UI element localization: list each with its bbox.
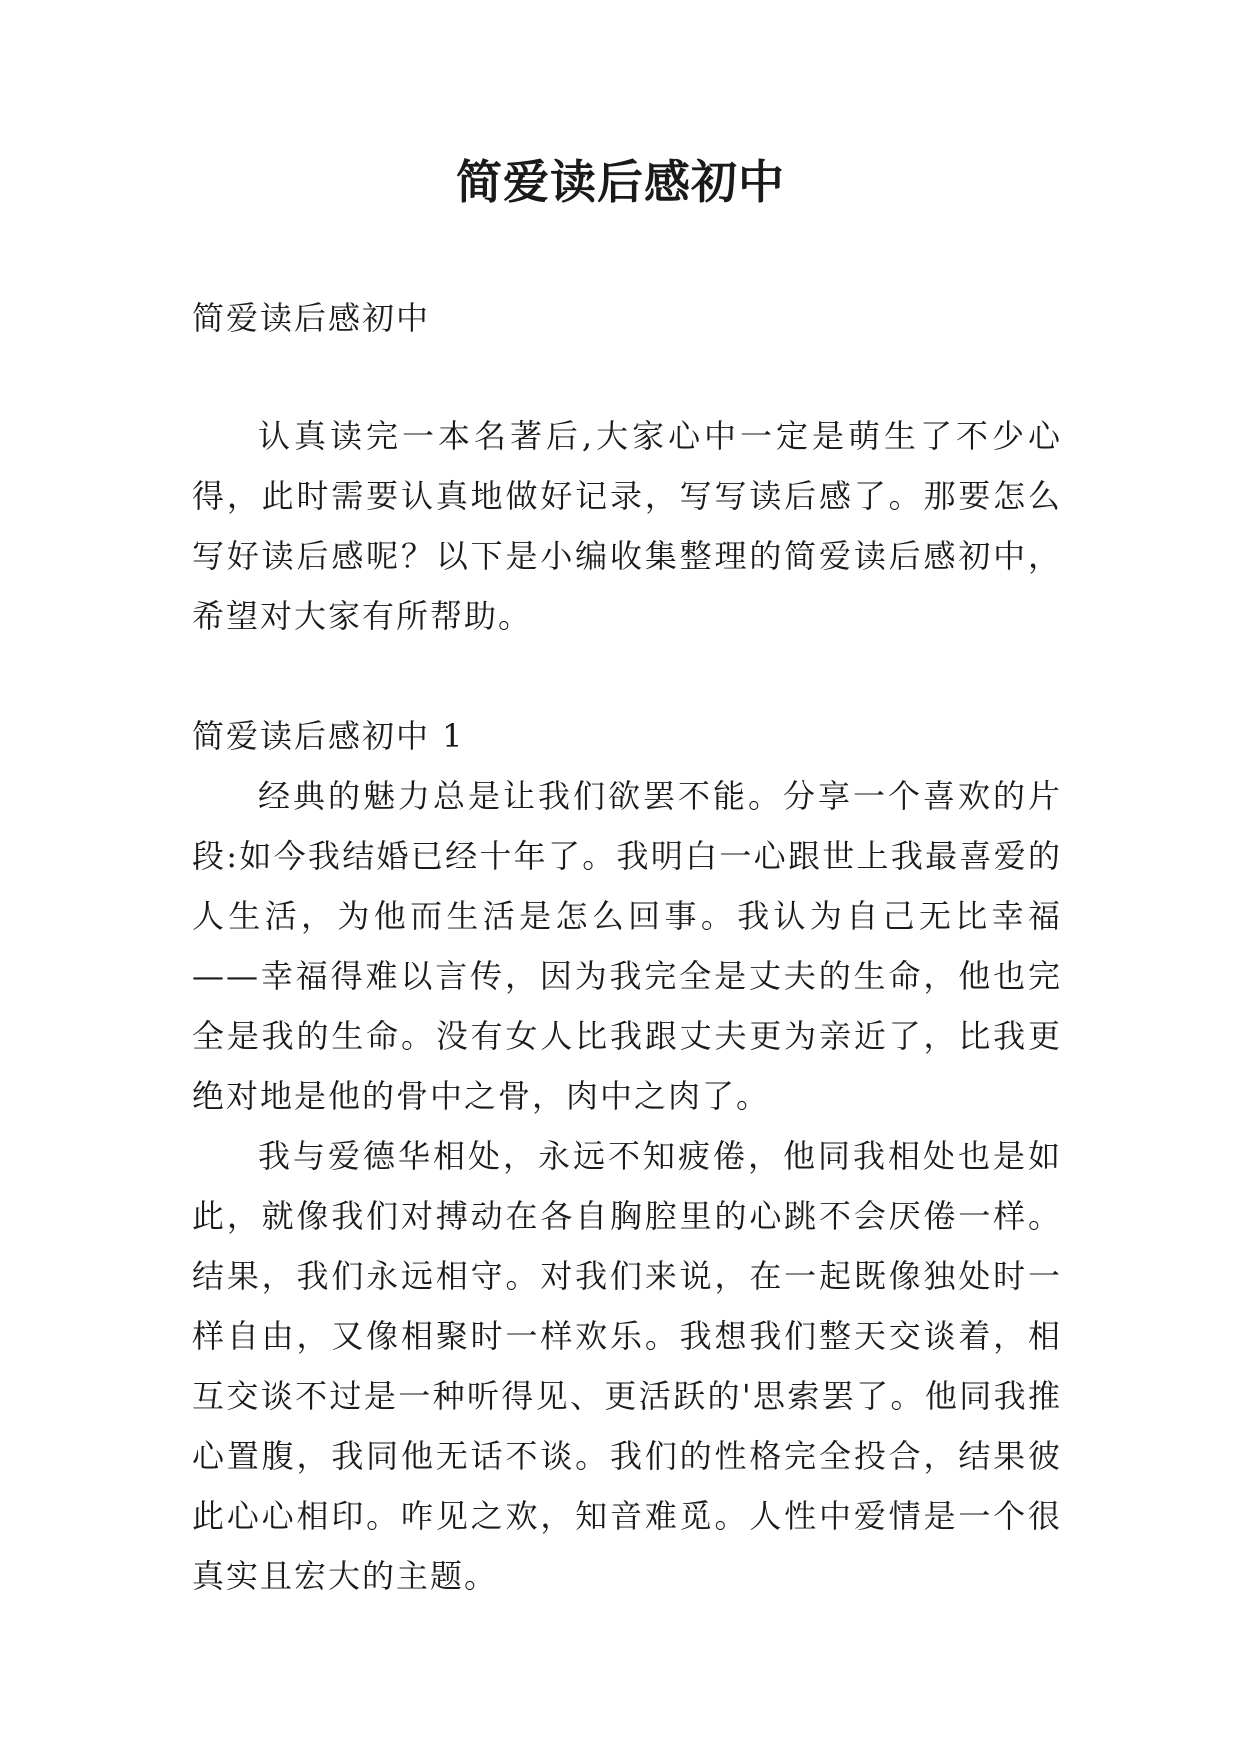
spacer	[192, 646, 1062, 706]
body-paragraph: 我与爱德华相处，永远不知疲倦，他同我相处也是如此，就像我们对搏动在各自胸腔里的心跳不会厌倦一样。结果，我们永远相守。对我们来说，在一起既像独处时一样自由，又像相聚时一样欢乐。我想我们整天交谈着，相互交谈不过是一种听得见、更活跃的'思索罢了。他同我推心置腹，我同他无话不谈。我们的性格完全投合，结果彼此心心相印。咋见之欢，知音难觅。人性中爱情是一个很真实且宏大的主题。	[192, 1137, 1062, 1595]
document-body	[192, 288, 1062, 1606]
body-paragraph: 经典的魅力总是让我们欲罢不能。分享一个喜欢的片段:如今我结婚已经十年了。我明白一心跟世上我最喜爱的人生活，为他而生活是怎么回事。我认为自己无比幸福——幸福得难以言传，因为我完全是丈夫的生命，他也完全是我的生命。没有女人比我跟丈夫更为亲近了，比我更绝对地是他的骨中之骨，肉中之肉了。	[192, 777, 1062, 1115]
document-subtitle: 简爱读后感初中	[192, 299, 431, 337]
spacer	[192, 348, 1062, 406]
intro-paragraph: 认真读完一本名著后,大家心中一定是萌生了不少心得，此时需要认真地做好记录，写写读后感了。那要怎么写好读后感呢？以下是小编收集整理的简爱读后感初中，希望对大家有所帮助。	[192, 417, 1062, 635]
document-title: 简爱读后感初中	[456, 155, 785, 209]
section-heading: 简爱读后感初中 1	[192, 717, 465, 755]
